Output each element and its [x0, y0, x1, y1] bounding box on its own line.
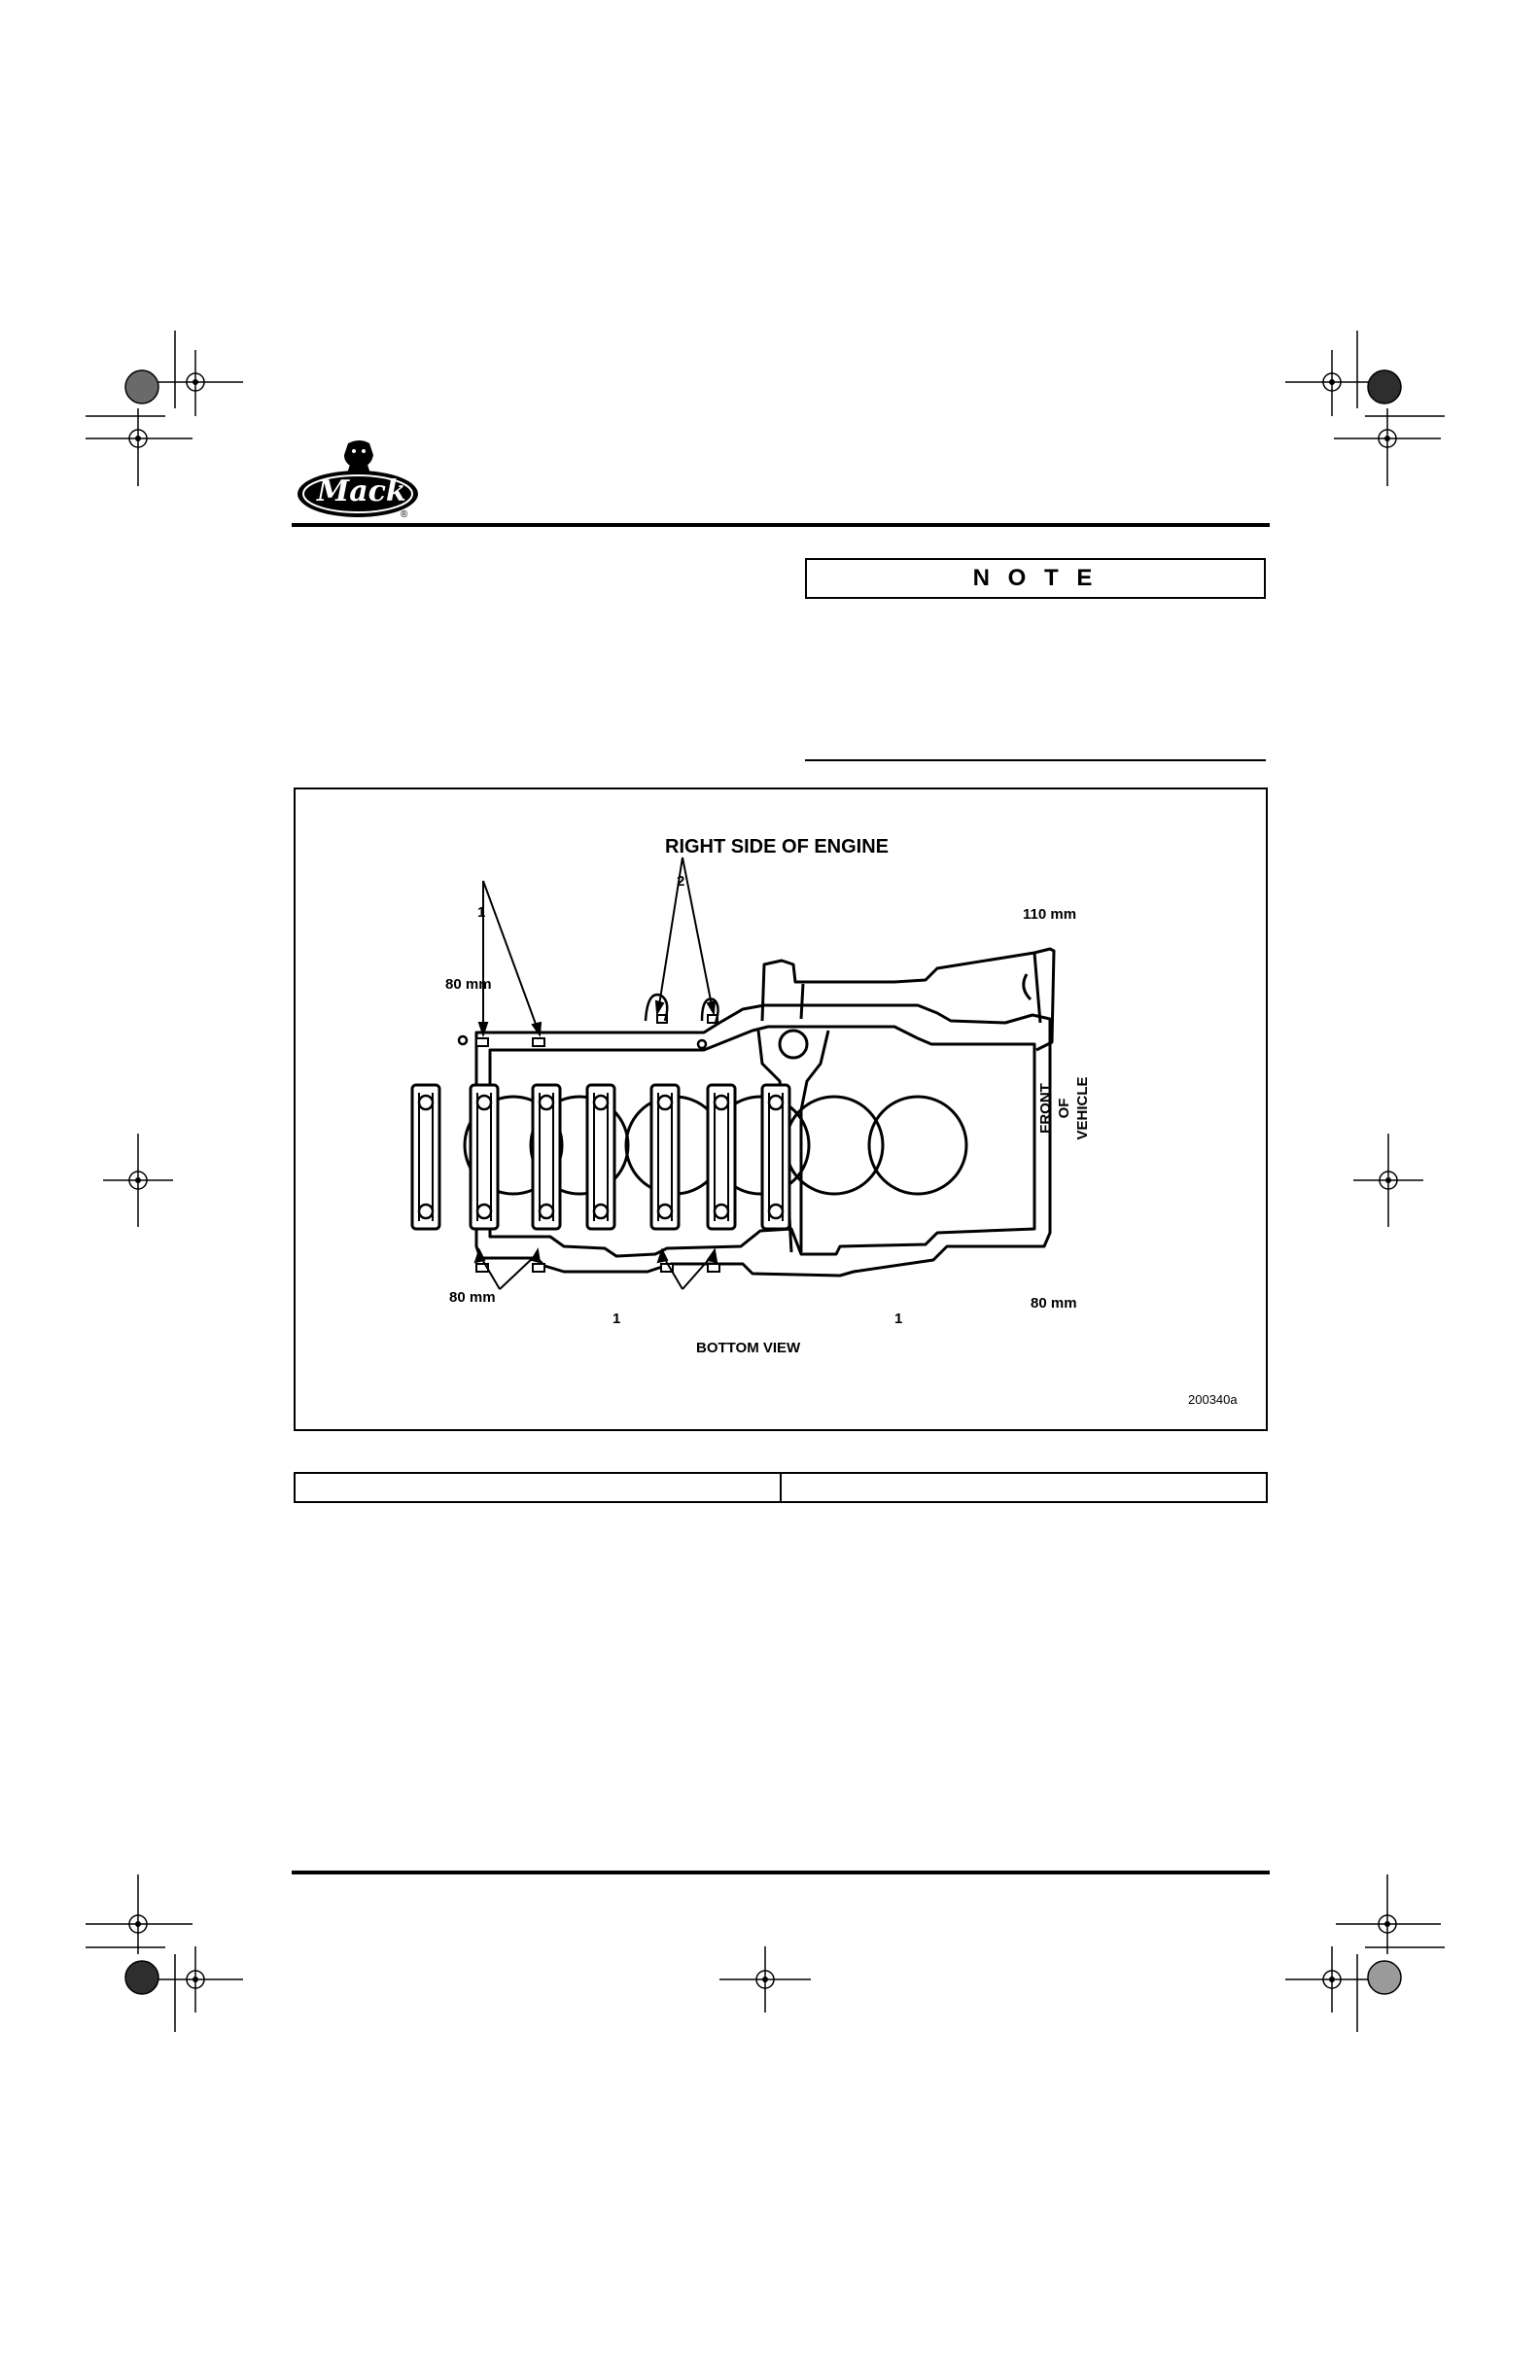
dimension-80-bottom-left: 80 mm — [449, 1289, 496, 1306]
front-of-vehicle-label — [1036, 1050, 1092, 1167]
callout-1-top: 1 — [477, 904, 486, 921]
data-table — [294, 1472, 1268, 1503]
view-label: BOTTOM VIEW — [696, 1340, 801, 1356]
note-box — [805, 558, 1266, 599]
mack-logo — [292, 436, 428, 525]
dimension-80-bottom-right: 80 mm — [1031, 1295, 1077, 1312]
dimension-80-top-left: 80 mm — [445, 976, 492, 993]
note-title: N O T E — [972, 565, 1099, 591]
engine-block-drawing — [296, 789, 1266, 1429]
callout-1-bottom-right: 1 — [894, 1311, 903, 1327]
table-cell — [780, 1474, 1266, 1501]
front-label-line3: VEHICLE — [1074, 1076, 1091, 1140]
front-label-line2: OF — [1056, 1098, 1072, 1119]
figure-id: 200340a — [1188, 1392, 1238, 1407]
front-label-line1: FRONT — [1037, 1083, 1054, 1134]
table-cell — [296, 1474, 780, 1501]
dimension-110: 110 mm — [1023, 906, 1077, 923]
figure-title: RIGHT SIDE OF ENGINE — [665, 836, 890, 858]
registered-mark: ® — [401, 509, 408, 520]
callout-1-bottom-left: 1 — [612, 1311, 621, 1327]
header-rule — [292, 523, 1270, 527]
figure-frame — [294, 788, 1268, 1431]
callout-2-top: 2 — [677, 873, 685, 890]
logo-text: Mack — [317, 474, 406, 508]
footer-rule — [292, 1871, 1270, 1874]
note-end-rule — [805, 759, 1266, 761]
